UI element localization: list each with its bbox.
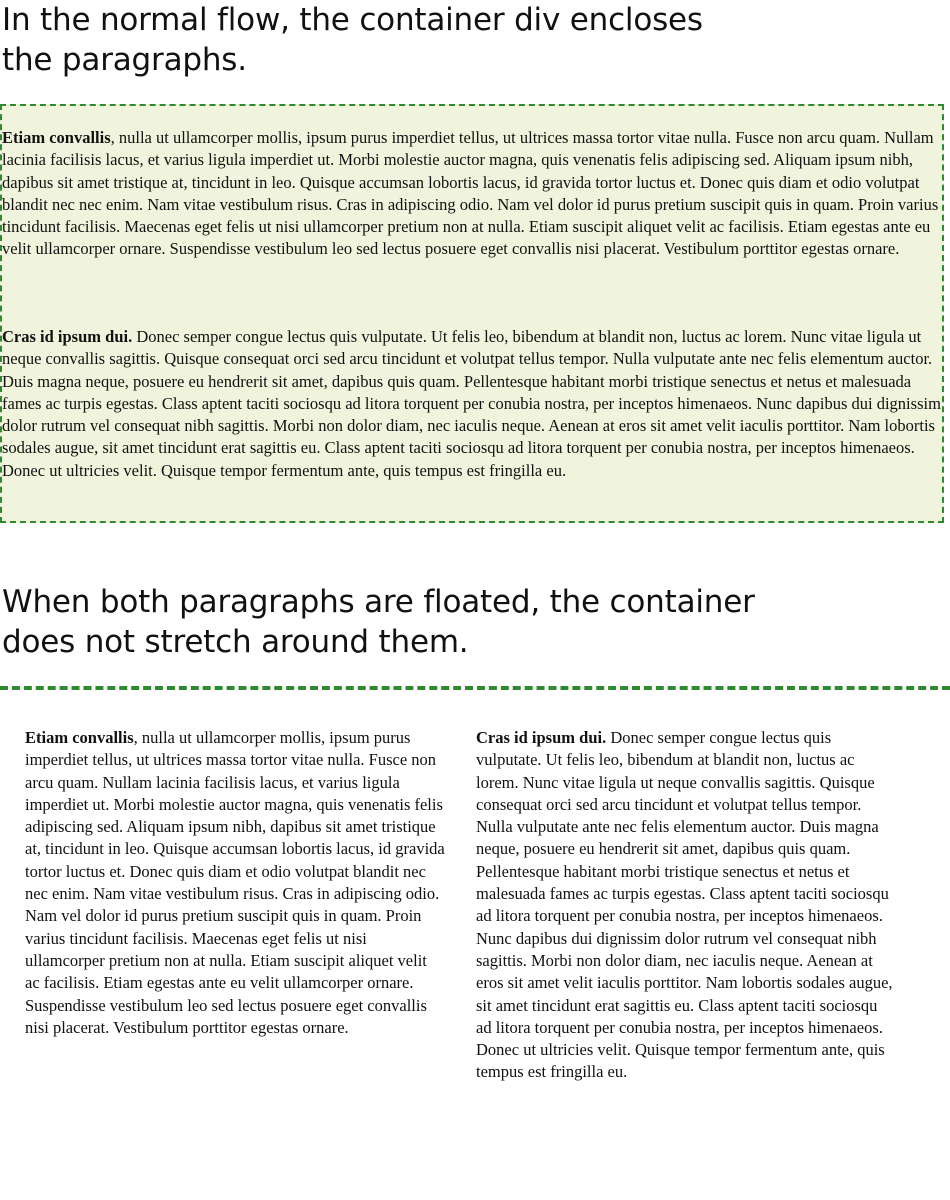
floated-paragraph-left	[25, 727, 445, 1039]
floated-heading	[2, 582, 755, 662]
normal-flow-container	[0, 104, 944, 523]
floated-paragraph-right	[476, 727, 896, 1084]
normal-flow-paragraph-2	[2, 326, 944, 482]
floated-container	[0, 686, 950, 690]
floated-paragraph-left-body: , nulla ut ullamcorper mollis, ipsum purus imperdiet tellus, ut ultrices massa tortor vitae nulla. Fusce non arcu quam. Nullam lacinia facilisis lacus, et varius ligula imperdiet ut. Morbi molestie auctor magna, quis venenatis felis adipiscing sed. Aliquam ipsum nibh, dapibus sit amet tristique at, tincidunt in leo. Quisque accumsan lobortis lacus, id gravida tortor luctus et. Donec quis diam et odio volutpat blandit nec nec enim. Nam vitae vestibulum risus. Cras in adipiscing odio. Nam vel dolor id purus pretium suscipit quis in quam. Proin varius tincidunt facilisis. Maecenas eget felis ut nisi ullamcorper pretium non at nulla. Etiam suscipit aliquet velit ac facilisis. Etiam egestas ante eu velit ullamcorper ornare. Suspendisse vestibulum leo sed lectus posuere eget convallis nisi placerat. Vestibulum porttitor egestas ornare.	[25, 728, 445, 1037]
normal-flow-heading-line1: In the normal flow, the container div encloses	[2, 2, 703, 38]
floated-paragraph-left-lead: Etiam convallis	[25, 728, 134, 747]
floated-heading-line1: When both paragraphs are floated, the container	[2, 584, 755, 620]
normal-flow-paragraph-1	[2, 127, 944, 261]
normal-flow-heading-line2: the paragraphs.	[2, 42, 247, 78]
normal-flow-heading	[2, 0, 703, 80]
normal-flow-paragraph-1-lead: Etiam convallis	[2, 128, 111, 147]
floated-heading-line2: does not stretch around them.	[2, 624, 469, 660]
floated-paragraph-right-body: Donec semper congue lectus quis vulputate. Ut felis leo, bibendum at blandit non, luctus ac lorem. Nunc vitae ligula ut neque convallis sagittis. Quisque consequat orci sed arcu tincidunt et volutpat tellus tempor. Nulla vulputate ante nec felis elementum auctor. Duis magna neque, posuere eu hendrerit sit amet, dapibus quis quam. Pellentesque habitant morbi tristique senectus et netus et malesuada fames ac turpis egestas. Class aptent taciti sociosqu ad litora torquent per conubia nostra, per inceptos himenaeos. Nunc dapibus dui dignissim dolor rutrum vel consequat nibh sagittis. Morbi non dolor diam, nec iaculis neque. Aenean at eros sit amet velit iaculis porttitor. Nam lobortis sodales augue, sit amet tincidunt erat sagittis eu. Class aptent taciti sociosqu ad litora torquent per conubia nostra, per inceptos himenaeos. Donec ut ultricies velit. Quisque tempor fermentum ante, quis tempus est fringilla eu.	[476, 728, 893, 1082]
floated-paragraph-right-lead: Cras id ipsum dui.	[476, 728, 607, 747]
normal-flow-paragraph-2-body: Donec semper congue lectus quis vulputate. Ut felis leo, bibendum at blandit non, luctus ac lorem. Nunc vitae ligula ut neque convallis sagittis. Quisque consequat orci sed arcu tincidunt et volutpat tellus tempor. Nulla vulputate ante nec felis elementum auctor. Duis magna neque, posuere eu hendrerit sit amet, dapibus quis quam. Pellentesque habitant morbi tristique senectus et netus et malesuada fames ac turpis egestas. Class aptent taciti sociosqu ad litora torquent per conubia nostra, per inceptos himenaeos. Nunc dapibus dui dignissim dolor rutrum vel consequat nibh sagittis. Morbi non dolor diam, nec iaculis neque. Aenean at eros sit amet velit iaculis porttitor. Nam lobortis sodales augue, sit amet tincidunt erat sagittis eu. Class aptent taciti sociosqu ad litora torquent per conubia nostra, per inceptos himenaeos. Donec ut ultricies velit. Quisque tempor fermentum ante, quis tempus est fringilla eu.	[2, 327, 941, 480]
normal-flow-paragraph-2-lead: Cras id ipsum dui.	[2, 327, 133, 346]
normal-flow-paragraph-1-body: , nulla ut ullamcorper mollis, ipsum purus imperdiet tellus, ut ultrices massa tortor vitae nulla. Fusce non arcu quam. Nullam lacinia facilisis lacus, et varius ligula imperdiet ut. Morbi molestie auctor magna, quis venenatis felis adipiscing sed. Aliquam ipsum nibh, dapibus sit amet tristique at, tincidunt in leo. Quisque accumsan lobortis lacus, id gravida tortor luctus et. Donec quis diam et odio volutpat blandit nec nec enim. Nam vitae vestibulum risus. Cras in adipiscing odio. Nam vel dolor id purus pretium suscipit quis in quam. Proin varius tincidunt facilisis. Maecenas eget felis ut nisi ullamcorper pretium non at nulla. Etiam suscipit aliquet velit ac facilisis. Etiam egestas ante eu velit ullamcorper ornare. Suspendisse vestibulum leo sed lectus posuere eget convallis nisi placerat. Vestibulum porttitor egestas ornare.	[2, 128, 939, 259]
